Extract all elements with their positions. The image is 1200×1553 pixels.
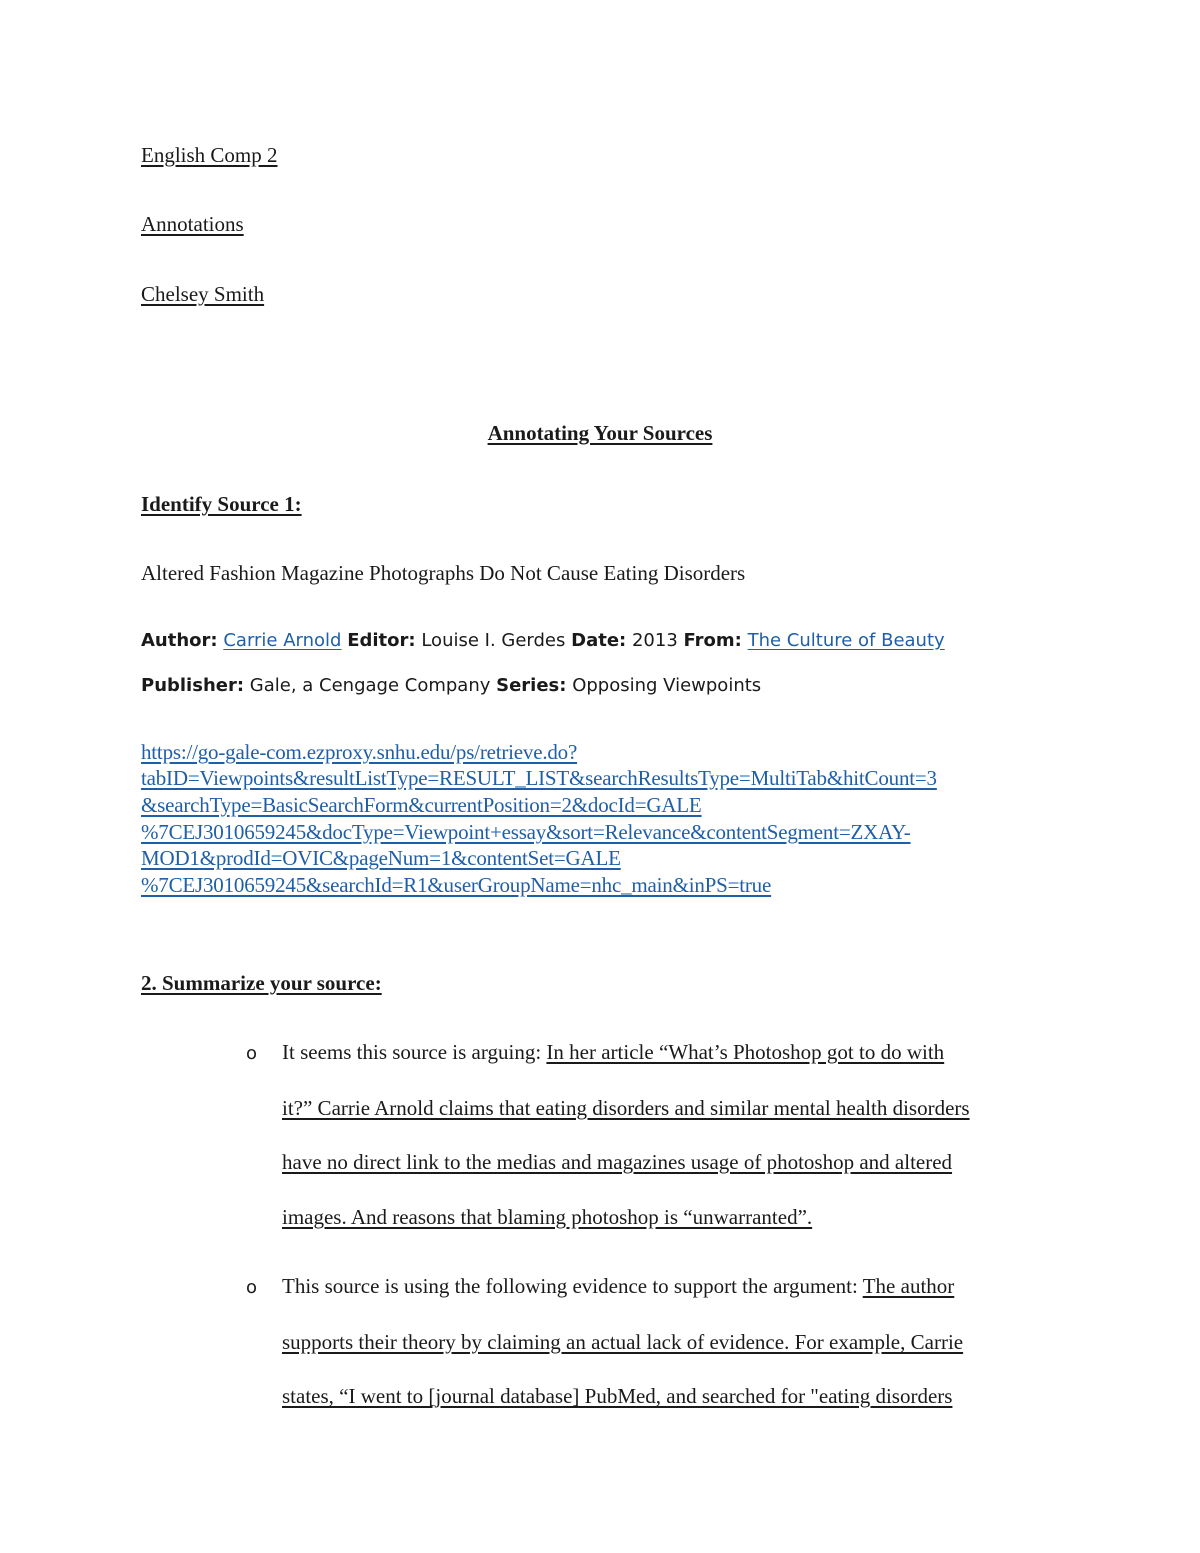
url-line[interactable]: MOD1&prodId=OVIC&pageNum=1&contentSet=GALE	[141, 846, 621, 870]
series-label: Series:	[496, 675, 567, 696]
bullet2-line: supports their theory by claiming an actual lack of evidence. For example, Carrie	[282, 1330, 964, 1354]
summary-heading: 2. Summarize your source:	[141, 971, 382, 995]
url-line[interactable]: &searchType=BasicSearchForm&currentPosition=2&docId=GALE	[141, 793, 702, 817]
course-name: English Comp 2	[141, 143, 278, 167]
bullet2-line: states, “I went to [journal database] PubMed, and searched for "eating disorders	[282, 1384, 953, 1408]
editor-label: Editor:	[347, 630, 416, 651]
publisher-value: Gale, a Cengage Company	[249, 675, 491, 696]
bullet1-line: images. And reasons that blaming photoshop is “unwarranted”.	[282, 1205, 813, 1229]
publisher-label: Publisher:	[141, 675, 245, 696]
article-title: Altered Fashion Magazine Photographs Do Not Cause Eating Disorders	[141, 561, 746, 585]
assignment-name: Annotations	[141, 212, 244, 236]
editor-value: Louise I. Gerdes	[421, 630, 566, 651]
bullet1-line	[282, 1040, 944, 1065]
url-line[interactable]: %7CEJ3010659245&docType=Viewpoint+essay&sort=Relevance&contentSegment=ZXAY-	[141, 820, 911, 844]
bullet1-prompt: It seems this source is arguing:	[282, 1040, 547, 1064]
bullet1-line: it?” Carrie Arnold claims that eating disorders and similar mental health disorders	[282, 1096, 970, 1120]
source1-heading: Identify Source 1:	[141, 492, 302, 516]
bullet-marker: o	[246, 1277, 258, 1298]
bullet2-answer: The author	[862, 1274, 955, 1298]
bullet2-prompt: This source is using the following evidence to support the argument:	[282, 1274, 863, 1298]
author-label: Author:	[141, 630, 218, 651]
url-line[interactable]: https://go-gale-com.ezproxy.snhu.edu/ps/retrieve.do?	[141, 740, 578, 764]
bullet1-line: have no direct link to the medias and magazines usage of photoshop and altered	[282, 1150, 953, 1174]
date-label: Date:	[571, 630, 627, 651]
citation-line-1	[141, 630, 945, 651]
date-value: 2013	[631, 630, 678, 651]
bullet-marker: o	[246, 1043, 258, 1064]
url-line[interactable]: tabID=Viewpoints&resultListType=RESULT_LIST&searchResultsType=MultiTab&hitCount=3	[141, 766, 937, 790]
series-value: Opposing Viewpoints	[572, 675, 762, 696]
bullet1-answer: In her article “What’s Photoshop got to do with	[546, 1040, 945, 1064]
from-label: From:	[683, 630, 742, 651]
bullet2-line	[282, 1274, 954, 1299]
citation-line-2	[141, 675, 761, 696]
url-line[interactable]: %7CEJ3010659245&searchId=R1&userGroupName=nhc_main&inPS=true	[141, 873, 772, 897]
page-title: Annotating Your Sources	[487, 421, 713, 445]
from-link[interactable]: The Culture of Beauty	[747, 630, 945, 651]
author-link[interactable]: Carrie Arnold	[223, 630, 342, 651]
student-name: Chelsey Smith	[141, 282, 265, 306]
